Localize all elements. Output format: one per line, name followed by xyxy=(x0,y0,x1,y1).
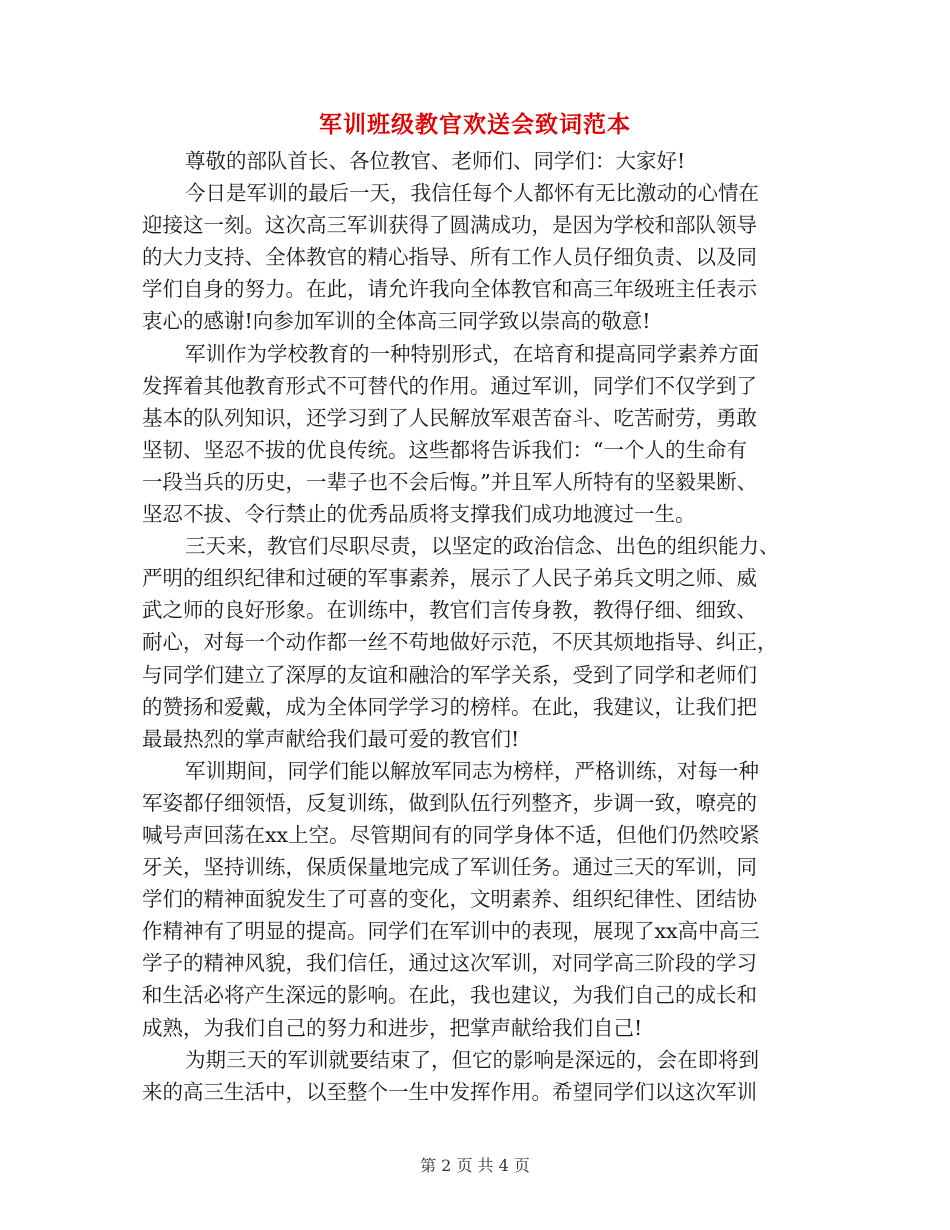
text-line: 作精神有了明显的提高。同学们在军训中的表现，展现了xx高中高三 xyxy=(142,919,760,944)
text-line: 与同学们建立了深厚的友谊和融洽的军学关系，受到了同学和老师们 xyxy=(142,662,757,687)
text-line: 军训期间，同学们能以解放军同志为榜样，严格训练，对每一种 xyxy=(185,758,759,783)
text-line: 发挥着其他教育形式不可替代的作用。通过军训，同学们不仅学到了 xyxy=(142,373,757,398)
text-line: 一段当兵的历史，一辈子也不会后悔。”并且军人所特有的坚毅果断、 xyxy=(142,469,758,494)
text-line: 严明的组织纪律和过硬的军事素养，展示了人民子弟兵文明之师、威 xyxy=(142,566,757,591)
text-line: 衷心的感谢!向参加军训的全体高三同学致以崇高的敬意! xyxy=(142,309,651,334)
text-line: 学们的精神面貌发生了可喜的变化，文明素养、组织纪律性、团结协 xyxy=(142,887,757,912)
document-body xyxy=(142,145,808,1108)
text-line: 武之师的良好形象。在训练中，教官们言传身教，教得仔细、细致、 xyxy=(142,598,757,623)
text-line: 成熟，为我们自己的努力和进步，把掌声献给我们自己! xyxy=(142,1015,643,1040)
page-number-footer: 第 2 页 共 4 页 xyxy=(420,1156,530,1175)
text-line: 耐心，对每一个动作都一丝不苟地做好示范，不厌其烦地指导、纠正， xyxy=(142,630,778,655)
text-line: 军训作为学校教育的一种特别形式，在培育和提高同学素养方面 xyxy=(185,341,759,366)
text-line: 的大力支持、全体教官的精心指导、所有工作人员仔细负责、以及同 xyxy=(142,245,757,270)
text-line: 喊号声回荡在xx上空。尽管期间有的同学身体不适，但他们仍然咬紧 xyxy=(142,822,760,847)
text-line: 尊敬的部队首长、各位教官、老师们、同学们：大家好! xyxy=(185,149,686,173)
text-line: 坚韧、坚忍不拔的优良传统。这些都将告诉我们：“一个人的生命有 xyxy=(142,437,747,462)
document-title: 军训班级教官欢送会致词范本 xyxy=(319,111,631,138)
text-line: 和生活必将产生深远的影响。在此，我也建议，为我们自己的成长和 xyxy=(142,983,757,1008)
text-line: 来的高三生活中，以至整个一生中发挥作用。希望同学们以这次军训 xyxy=(142,1079,757,1104)
text-line: 的赞扬和爱戴，成为全体同学学习的榜样。在此，我建议，让我们把 xyxy=(142,694,757,719)
text-line: 迎接这一刻。这次高三军训获得了圆满成功，是因为学校和部队领导 xyxy=(142,213,757,238)
text-line: 学子的精神风貌，我们信任，通过这次军训，对同学高三阶段的学习 xyxy=(142,951,757,976)
text-line: 最最热烈的掌声献给我们最可爱的教官们! xyxy=(142,726,520,751)
text-line: 基本的队列知识，还学习到了人民解放军艰苦奋斗、吃苦耐劳，勇敢 xyxy=(142,405,757,430)
text-line: 为期三天的军训就要结束了，但它的影响是深远的，会在即将到 xyxy=(185,1047,759,1072)
text-line: 牙关，坚持训练，保质保量地完成了军训任务。通过三天的军训，同 xyxy=(142,855,757,880)
text-line: 学们自身的努力。在此，请允许我向全体教官和高三年级班主任表示 xyxy=(142,277,757,302)
text-line: 坚忍不拔、令行禁止的优秀品质将支撑我们成功地渡过一生。 xyxy=(142,502,696,527)
text-line: 军姿都仔细领悟，反复训练，做到队伍行列整齐，步调一致，嘹亮的 xyxy=(142,790,757,815)
text-line: 今日是军训的最后一天，我信任每个人都怀有无比激动的心情在 xyxy=(185,181,759,206)
text-line: 三天来，教官们尽职尽责，以坚定的政治信念、出色的组织能力、 xyxy=(185,534,780,559)
